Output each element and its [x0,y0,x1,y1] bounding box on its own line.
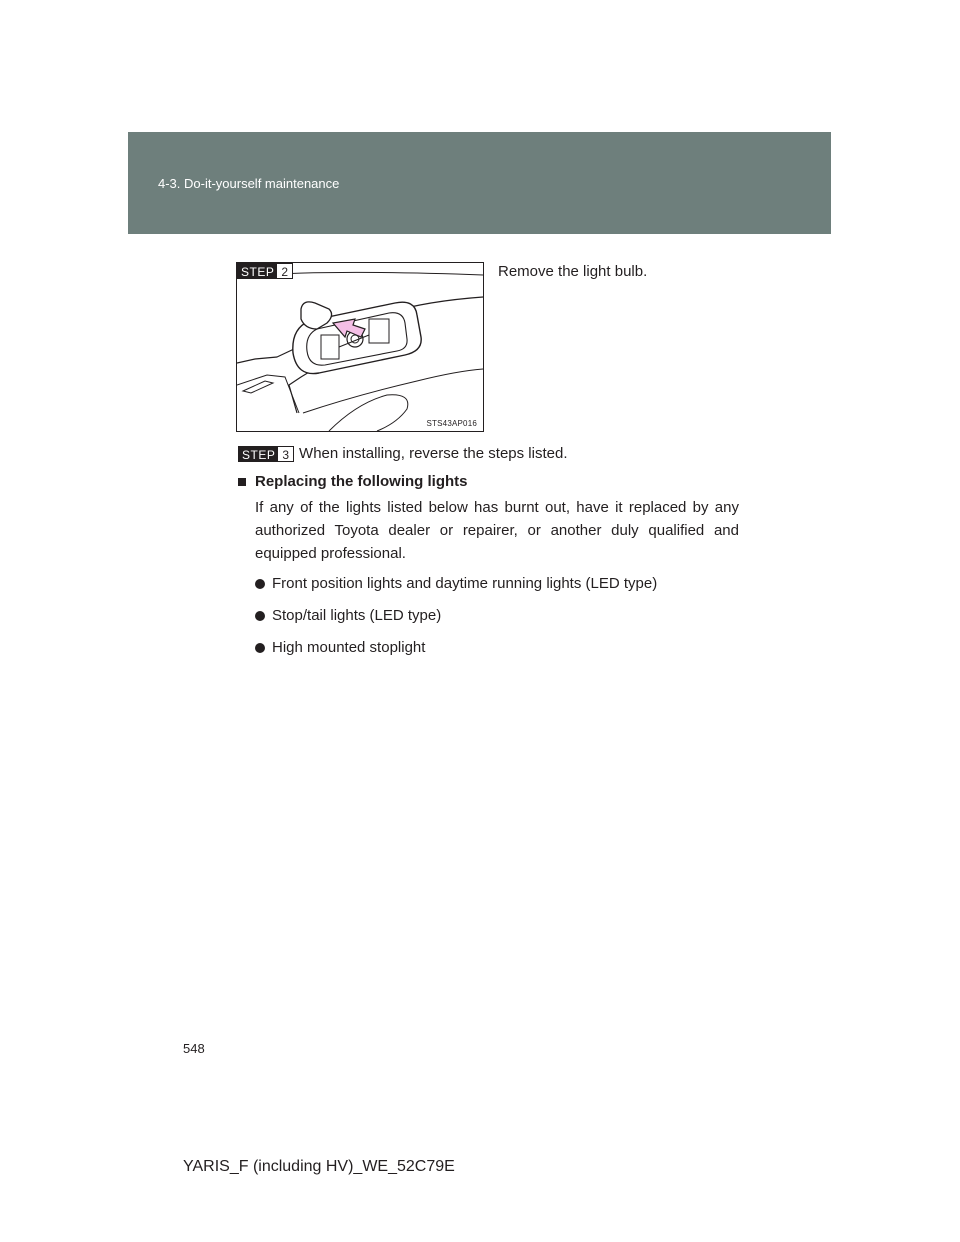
bullet-dot-icon [255,643,265,653]
list-item-text: Front position lights and daytime running lights (LED type) [272,575,658,592]
section-header-band [128,132,831,234]
step-badge-number: 3 [278,447,293,461]
step-badge-word: STEP [239,447,278,461]
list-item-text: Stop/tail lights (LED type) [272,607,442,624]
step-2-badge [237,263,293,279]
step-3-row [238,445,568,462]
step-badge-number: 2 [277,264,292,278]
step-3-instruction: When installing, reverse the steps listed. [299,445,568,462]
step-2-instruction: Remove the light bulb. [498,263,648,280]
step-badge-word: STEP [238,264,277,278]
section-title: 4-3. Do-it-yourself maintenance [158,176,340,191]
step-3-badge [238,446,294,462]
bullet-dot-icon [255,579,265,589]
subsection-paragraph: If any of the lights listed below has burnt out, have it replaced by any authorized Toyota dealer or repairer, or another duly qualified and equipped professional. [255,499,739,562]
document-footer-id: YARIS_F (including HV)_WE_52C79E [183,1158,455,1175]
subsection-heading [238,473,468,490]
bullet-dot-icon [255,611,265,621]
subsection-heading-text: Replacing the following lights [255,473,468,490]
list-item-text: High mounted stoplight [272,639,426,656]
square-bullet-icon [238,478,246,486]
list-item [255,605,657,626]
list-item [255,573,657,594]
bulb-removal-illustration [236,262,484,432]
list-item [255,637,657,658]
lights-list [255,573,657,669]
license-plate-light-drawing [237,263,483,431]
page-number: 548 [183,1041,205,1056]
figure-code: STS43AP016 [426,419,477,428]
